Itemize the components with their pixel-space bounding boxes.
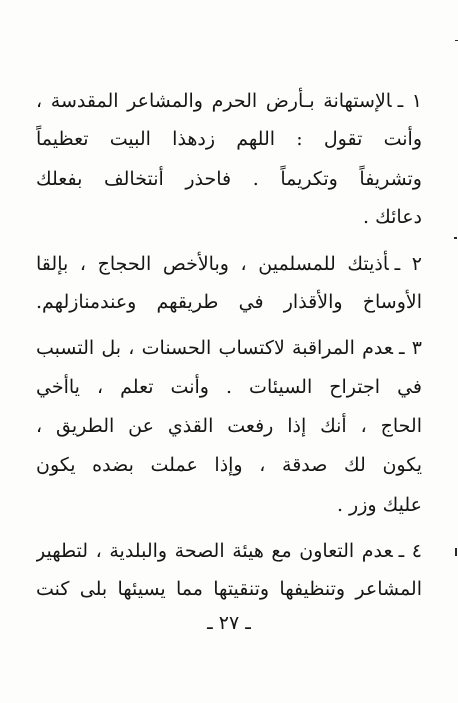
item-4-line-1 bbox=[36, 536, 422, 566]
item-1-number: ١ ـ bbox=[397, 90, 422, 112]
item-3-line-4: يكون لك صدقة ، وإذا عملت بضده يكون bbox=[36, 454, 422, 476]
item-1-line-3: وتشريفاً وتكريماً . فاحذر أنتخالف بفعلك bbox=[36, 168, 422, 190]
item-1-line-2: وأنت تقول : اللهم زدهذا البيت تعظيماً bbox=[36, 128, 422, 150]
item-1-line-4: دعائك . bbox=[363, 206, 422, 228]
item-2-line-1 bbox=[36, 249, 422, 279]
item-3-line-1 bbox=[36, 333, 422, 363]
item-4-text-1: عدم التعاون مع هيئة الصحة والبلدية ، لتطهير bbox=[36, 540, 393, 562]
item-3-line-2: في اجتراح السيئات . وأنت تعلم ، ياأخي bbox=[36, 376, 422, 398]
item-3-line-5: عليك وزر . bbox=[336, 494, 422, 516]
item-2-number: ٢ ـ bbox=[394, 253, 422, 275]
page-number: ـ ٢٧ ـ bbox=[207, 612, 251, 634]
item-4-line-2: المشاعر وتنظيفها وتنقيتها مما يسيئها بلى كنت bbox=[36, 578, 422, 600]
scan-mark bbox=[454, 237, 457, 239]
item-4-number: ٤ ـ bbox=[398, 540, 422, 562]
item-3-number: ٣ ـ bbox=[398, 337, 422, 359]
item-3-text-1: عدم المراقبة لاكتساب الحسنات ، بل التسبب bbox=[36, 337, 393, 359]
item-3-line-3: الحاج ، أنك إذا رفعت القذي عن الطريق ، bbox=[36, 415, 422, 437]
item-2-text-1: أذيتك للمسلمين ، وبالأخص الحجاج ، بإلقا bbox=[36, 253, 389, 275]
scan-mark bbox=[455, 548, 457, 556]
item-1-text-1: الإستهانة بـأرض الحرم والمشاعر المقدسة ، bbox=[36, 90, 392, 112]
item-1-line-1 bbox=[36, 86, 422, 116]
item-2-line-2: الأوساخ والأقذار في طريقهم وعندمنازلهم. bbox=[36, 291, 422, 313]
